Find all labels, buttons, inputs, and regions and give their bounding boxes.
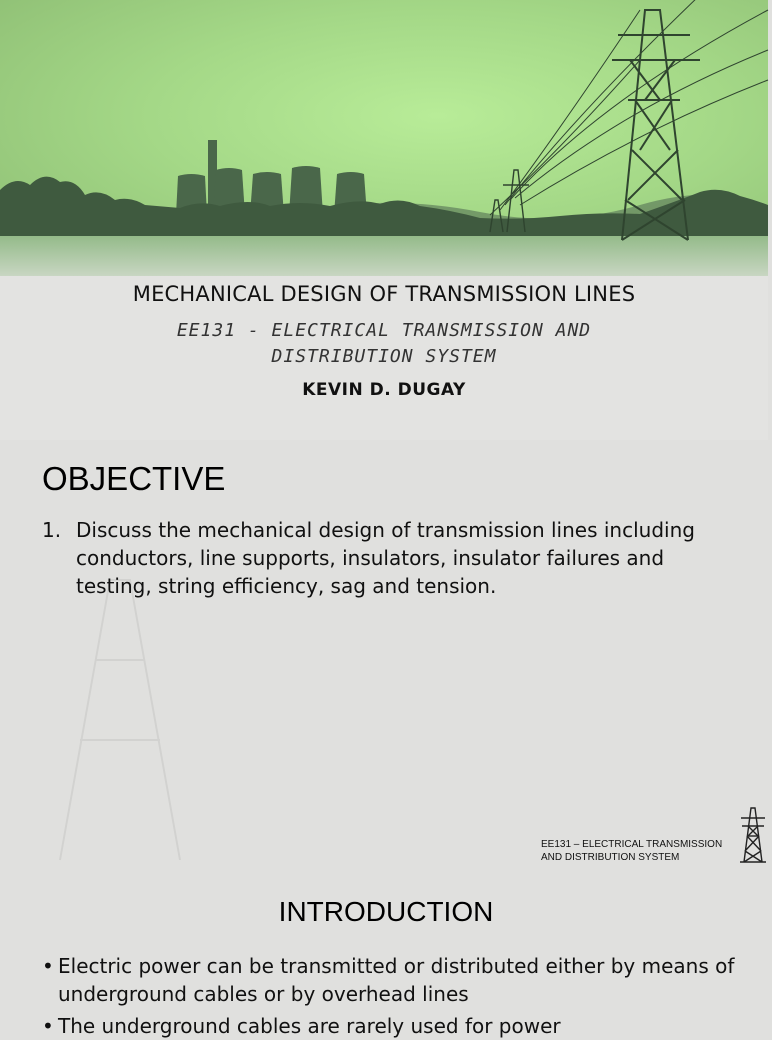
- faint-tower-watermark-icon: [0, 440, 768, 868]
- course-subtitle: [0, 318, 768, 370]
- footer-line-2: AND DISTRIBUTION SYSTEM: [541, 852, 680, 863]
- bullet-text: The underground cables are rarely used for power: [58, 1014, 561, 1038]
- transmission-tower-icon: [738, 806, 768, 864]
- bullet-icon: •: [42, 1014, 54, 1038]
- title-slide: [0, 0, 768, 440]
- slide-footer: [541, 838, 751, 864]
- objective-heading: OBJECTIVE: [42, 460, 226, 497]
- footer-line-1: EE131 – ELECTRICAL TRANSMISSION: [541, 839, 723, 850]
- bullet-icon: •: [42, 954, 54, 978]
- subtitle-line-1: EE131 - ELECTRICAL TRANSMISSION AND: [176, 320, 592, 341]
- introduction-slide: [0, 868, 768, 1038]
- introduction-heading: INTRODUCTION: [278, 896, 494, 927]
- subtitle-line-2: DISTRIBUTION SYSTEM: [271, 346, 497, 367]
- objective-slide: [0, 440, 768, 868]
- power-plant-landscape-icon: [0, 0, 768, 276]
- objective-text: Discuss the mechanical design of transmission lines including conductors, line supports, insulators, insulator failures and testing, string efficiency, sag and tension.: [76, 518, 695, 598]
- slide-title: MECHANICAL DESIGN OF TRANSMISSION LINES: [132, 282, 636, 306]
- power-plant-banner: [0, 0, 768, 276]
- author-name: KEVIN D. DUGAY: [302, 380, 466, 400]
- objective-number: 1.: [42, 518, 62, 542]
- bullet-text: Electric power can be transmitted or distributed either by means of underground cables or by overhead lines: [58, 954, 735, 1006]
